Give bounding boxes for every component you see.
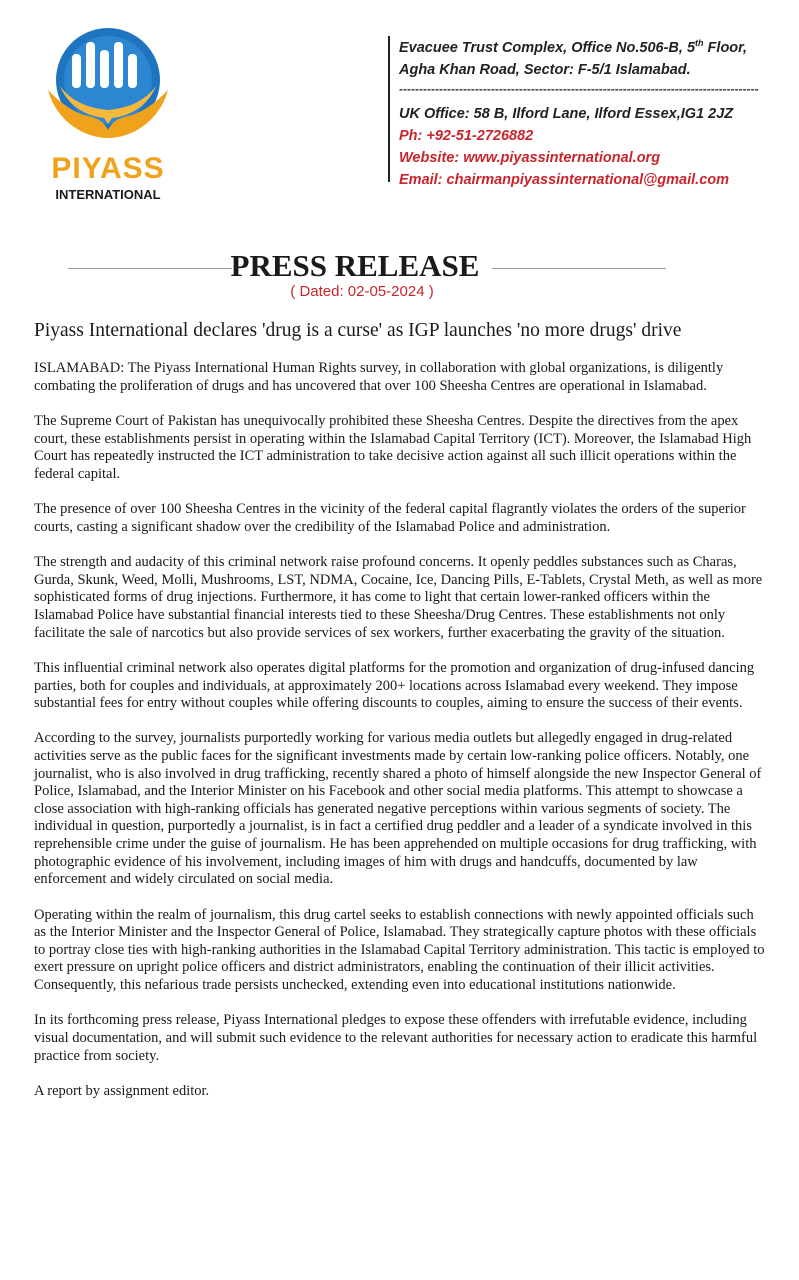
contact-block	[399, 32, 789, 191]
header-divider	[388, 36, 390, 182]
logo-subtitle: INTERNATIONAL	[55, 187, 161, 202]
piyass-logo	[38, 20, 178, 205]
phone-number: Ph: +92-51-2726882	[399, 127, 534, 144]
email-link[interactable]: Email: chairmanpiyassinternational@gmail.com	[399, 171, 730, 188]
website-link[interactable]: Website: www.piyassinternational.org	[399, 149, 661, 166]
paragraph: Operating within the realm of journalism, this drug cartel seeks to establish connections with newly appointed officials such as the Interior Minister and the Inspector General of Police, Islamabad. They strategically capture photos with these officials to portray close ties with high-ranking authorities in the Islamabad Capital Territory administration. This tactic is employed to exert pressure on upright police officers and district administrators, enabling the continuation of their illicit activities. Consequently, this nefarious trade persists unchecked, extending even into educational institutions nationwide.	[34, 906, 765, 993]
release-date: ( Dated: 02-05-2024 )	[290, 283, 434, 300]
address-line-1: Evacuee Trust Complex, Office No.506-B, 5th Floor,	[399, 38, 748, 56]
logo-emblem-icon	[38, 20, 178, 155]
paragraph: ISLAMABAD: The Piyass International Human Rights survey, in collaboration with global organizations, is diligently combating the proliferation of drugs and has uncovered that over 100 Sheesha Centres are operational in Islamabad.	[34, 360, 724, 394]
paragraph: The strength and audacity of this criminal network raise profound concerns. It openly peddles substances such as Charas, Gurda, Skunk, Weed, Molli, Mushrooms, LST, NDMA, Cocaine, Ice, Dancing Pills, E-Tablets, Crystal Meth, as well as more sophisticated forms of drug injections. Furthermore, it has come to light that certain lower-ranked officers within the Islamabad Police have substantial financial interests tied to these Sheesha/Drug Centres. These establishments not only facilitate the sale of narcotics but also provide services of sex workers, further exacerbating the gravity of the situation.	[34, 554, 763, 641]
paragraph: This influential criminal network also operates digital platforms for the promotion and organization of drug-infused dancing parties, both for couples and individuals, at approximately 200+ locations across Islamabad every weekend. They impose substantial fees for entry without couples while offering discounts to couples, aiming to ensure the success of their events.	[34, 659, 755, 712]
paragraph: According to the survey, journalists purportedly working for various media outlets but allegedly engaged in drug-related activities serve as the public faces for the significant investments made by certain low-ranking police officers. Notably, one journalist, who is also involved in drug trafficking, recently shared a photo of himself alongside the new Inspector General of Police, Islamabad, and the Interior Minister on his Facebook and other social media platforms. This attempt to showcase a close association with high-ranking officials has generated negative perceptions within various segments of society. The individual in question, purportedly a journalist, is in fact a certified drug peddler and a leader of a syndicate involved in this reprehensible crime under the guise of journalism. He has been apprehended on multiple occasions for drug trafficking, with photographic evidence of his involvement, including images of him with drugs and handcuffs, documented by law enforcement and widely circulated on social media.	[34, 730, 762, 888]
headline: Piyass International declares 'drug is a curse' as IGP launches 'no more drugs' drive	[34, 320, 682, 341]
title-block	[0, 248, 799, 288]
body-text	[34, 360, 768, 1118]
title-rule-right	[492, 268, 666, 269]
address-line-2: Agha Khan Road, Sector: F-5/1 Islamabad.	[399, 61, 691, 78]
press-release-title: PRESS RELEASE	[230, 248, 480, 283]
logo-name: PIYASS	[51, 152, 165, 185]
contact-separator: ------------------------------------------------------------------------------------------	[399, 81, 759, 96]
uk-office: UK Office: 58 B, Ilford Lane, Ilford Essex,IG1 2JZ	[399, 105, 734, 122]
paragraph: The Supreme Court of Pakistan has unequivocally prohibited these Sheesha Centres. Despite the directives from the apex court, these establishments persist in operating within the Islamabad Capital Territory (ICT). Moreover, the Islamabad High Court has repeatedly instructed the ICT administration to take decisive action against all such illicit operations within the federal capital.	[34, 412, 752, 482]
signoff: A report by assignment editor.	[34, 1082, 210, 1099]
paragraph: The presence of over 100 Sheesha Centres in the vicinity of the federal capital flagrantly violates the orders of the superior courts, casting a significant shadow over the credibility of the Islamabad Police and administration.	[34, 501, 746, 535]
paragraph: In its forthcoming press release, Piyass International pledges to expose these offenders with irrefutable evidence, including visual documentation, and will submit such evidence to the relevant authorities for necessary action to eradicate this harmful practice from society.	[34, 1012, 758, 1064]
